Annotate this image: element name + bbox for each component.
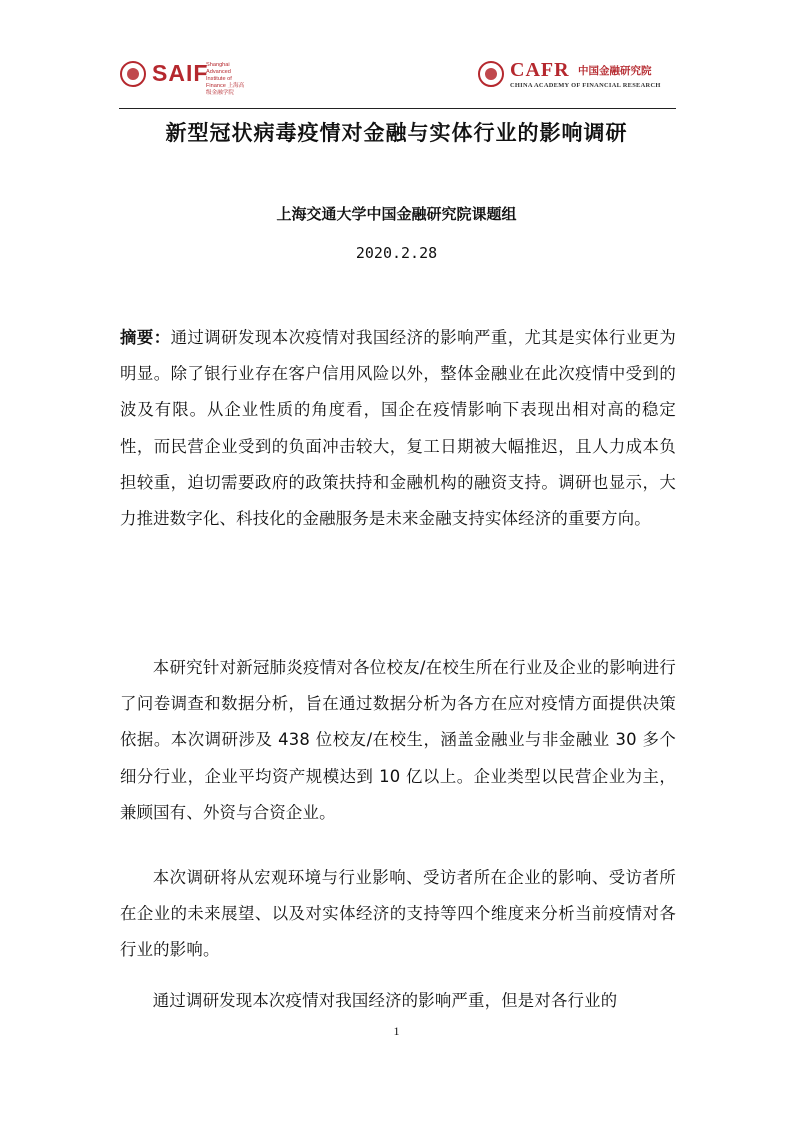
- cafr-logo-en-name: CHINA ACADEMY OF FINANCIAL RESEARCH: [510, 82, 661, 89]
- cafr-logo-cn-name: 中国金融研究院: [578, 65, 652, 77]
- document-date: 2020.2.28: [355, 244, 438, 262]
- saif-logo: [120, 58, 245, 96]
- abstract-label: 摘要：: [120, 328, 171, 347]
- page-number: 1: [393, 1024, 400, 1038]
- saif-seal-icon: [120, 61, 146, 87]
- header-divider: [119, 108, 676, 109]
- document-title: 新型冠状病毒疫情对金融与实体行业的影响调研: [165, 121, 628, 145]
- body-paragraph: 本次调研将从宏观环境与行业影响、受访者所在企业的影响、受访者所在企业的未来展望、以及对实体经济的支持等四个维度来分析当前疫情对各行业的影响。: [120, 868, 676, 960]
- saif-logo-subtitle: Shanghai Advanced Institute of Finance 上海高级金融学院: [206, 62, 245, 96]
- author-organization: 上海交通大学中国金融研究院课题组: [276, 205, 517, 223]
- abstract-text: 通过调研发现本次疫情对我国经济的影响严重，尤其是实体行业更为明显。除了银行业存在客户信用风险以外，整体金融业在此次疫情中受到的波及有限。从企业性质的角度看，国企在疫情影响下表现出相对高的稳定性，而民营企业受到的负面冲击较大，复工日期被大幅推迟，且人力成本负担较重，迫切需要政府的政策扶持和金融机构的融资支持。调研也显示，大力推进数字化、科技化的金融服务是未来金融支持实体经济的重要方向。: [120, 328, 676, 529]
- body-paragraph: 本研究针对新冠肺炎疫情对各位校友/在校生所在行业及企业的影响进行了问卷调查和数据分析，旨在通过数据分析为各方在应对疫情方面提供决策依据。本次调研涉及 438 位校友/在校生，涵盖金融业与非金融业 30 多个细分行业，企业平均资产规模达到 10 亿以上。企业类型以民营企业为主，兼顾国有、外资与合资企业。: [120, 658, 676, 822]
- cafr-seal-icon: [478, 61, 504, 87]
- abstract: [120, 320, 676, 537]
- cafr-logo: [478, 58, 678, 92]
- body-paragraph: 通过调研发现本次疫情对我国经济的影响严重，但是对各行业的: [152, 991, 618, 1010]
- cafr-logo-mark: CAFR: [510, 59, 570, 81]
- saif-logo-mark: SAIF: [152, 60, 209, 86]
